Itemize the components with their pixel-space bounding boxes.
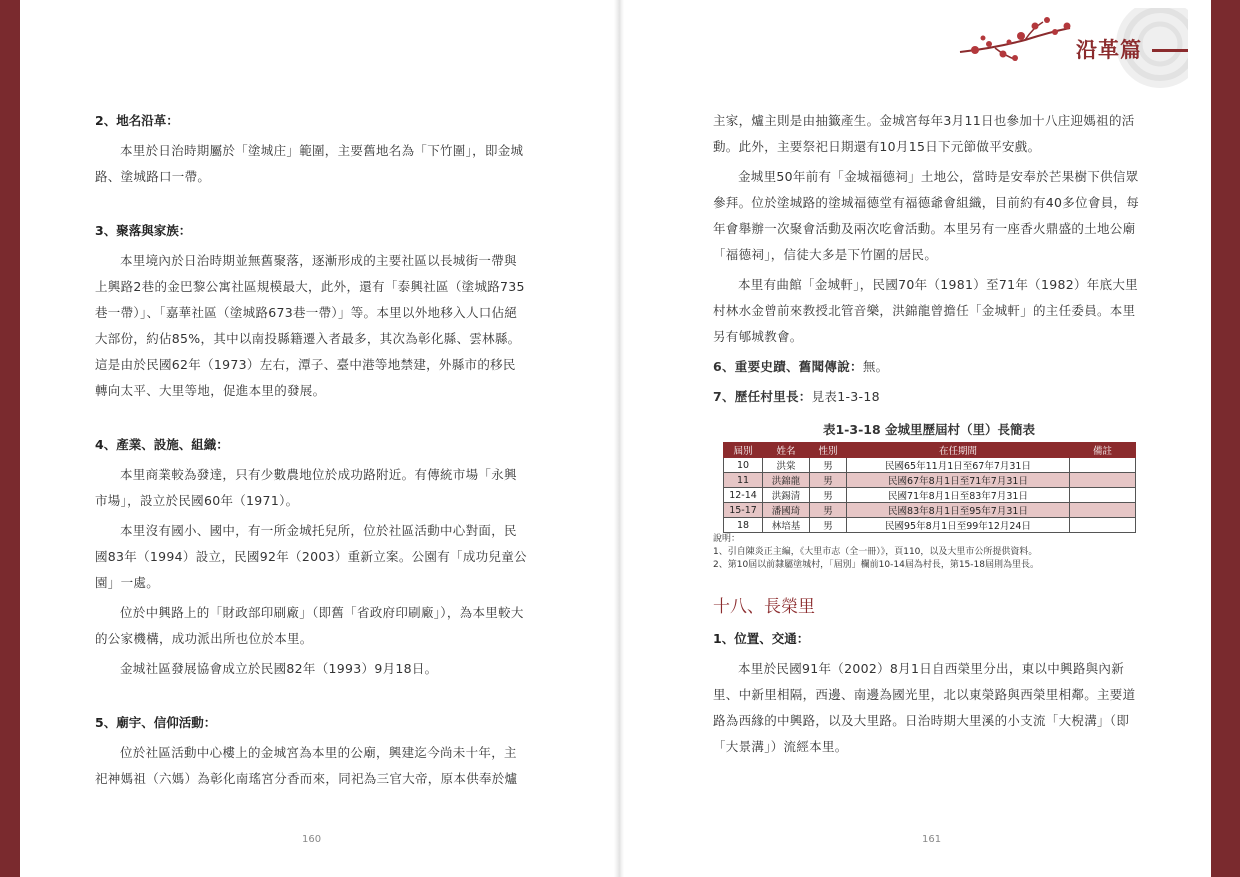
cell-gender: 男 — [810, 518, 847, 533]
table-row — [724, 458, 1136, 473]
heading-temples-beliefs: 5、廟宇、信仰活動： — [95, 715, 217, 730]
plum-blossom-header-icon — [955, 8, 1188, 98]
page-number-right: 161 — [922, 834, 942, 845]
right-page-body — [713, 108, 1145, 760]
header-rule — [1152, 49, 1188, 52]
cell-name: 林培基 — [763, 518, 810, 533]
cell-term: 12-14 — [724, 488, 763, 503]
paragraph: 主家，爐主則是由抽籤產生。金城宮每年3月11日也參加十八庄迎媽祖的活動。此外，主要祭祀日期還有10月15日下元節做平安戲。 — [713, 113, 1135, 154]
cell-gender: 男 — [810, 488, 847, 503]
note-line: 2、第10屆以前隸屬塗城村，「屆別」欄前10-14屆為村長，第15-18屆則為里長。 — [713, 560, 1039, 570]
heading-settlement-family: 3、聚落與家族： — [95, 223, 192, 238]
left-page-edge — [0, 0, 20, 877]
cell-term: 15-17 — [724, 503, 763, 518]
cell-period: 民國95年8月1日至99年12月24日 — [847, 518, 1070, 533]
cell-period: 民國65年11月1日至67年7月31日 — [847, 458, 1070, 473]
paragraph: 金城里50年前有「金城福德祠」土地公，當時是安奉於芒果樹下供信眾參拜。位於塗城路的塗城福德堂有福德爺會組織，目前約有40多位會員，每年會舉辦一次聚會活動及兩次吃會活動。本里另有一座香火鼎盛的土地公廟「福德祠」，信徒大多是下竹圍的居民。 — [713, 169, 1140, 262]
heading-place-name-history: 2、地名沿革： — [95, 113, 179, 128]
cell-note — [1070, 473, 1136, 488]
cell-gender: 男 — [810, 458, 847, 473]
cell-period: 民國71年8月1日至83年7月31日 — [847, 488, 1070, 503]
table-title: 表1-3-18 金城里歷屆村（里）長簡表 — [822, 422, 1036, 437]
table-row — [724, 488, 1136, 503]
paragraph: 位於中興路上的「財政部印刷廠」（即舊「省政府印刷廠」），為本里較大的公家機構，成功派出所也位於本里。 — [95, 605, 524, 646]
right-margin-band — [1188, 0, 1211, 877]
left-page-body — [95, 108, 527, 792]
cell-period: 民國67年8月1日至71年7月31日 — [847, 473, 1070, 488]
cell-name: 洪錫清 — [763, 488, 810, 503]
paragraph: 本里有曲館「金城軒」，民國70年（1981）至71年（1982）年底大里村林水金曾前來教授北管音樂，洪錦龍曾擔任「金城軒」的主任委員。本里另有郇城教會。 — [713, 277, 1138, 344]
cell-gender: 男 — [810, 473, 847, 488]
table-header-cell: 性別 — [810, 443, 847, 458]
paragraph: 本里於民國91年（2002）8月1日自西榮里分出，東以中興路與內新里、中新里相隔，西邊、南邊為國光里，北以東榮路與西榮里相鄰。主要道路為西緣的中興路，以及大里路。日治時期大里溪的小支流「大棿溝」（即「大景溝」）流經本里。 — [713, 661, 1136, 754]
section-header-title: 沿革篇 — [1076, 37, 1142, 62]
right-page-edge — [1211, 0, 1240, 877]
table-header-cell: 備註 — [1070, 443, 1136, 458]
table-header-cell: 姓名 — [763, 443, 810, 458]
paragraph: 本里沒有國小、國中，有一所金城托兒所，位於社區活動中心對面，民國83年（1994）設立，民國92年（2003）重新立案。公園有「成功兒童公園」一處。 — [95, 523, 527, 590]
cell-note — [1070, 458, 1136, 473]
item-label: 7、歷任村里長： — [713, 389, 812, 404]
paragraph: 位於社區活動中心樓上的金城宮為本里的公廟，興建迄今尚未十年，主祀神媽祖（六媽）為彰化南瑤宮分香而來，同祀為三官大帝，原本供奉於爐 — [95, 745, 518, 786]
book-gutter — [614, 0, 624, 877]
table-header-cell: 在任期間 — [847, 443, 1070, 458]
cell-name: 潘國琦 — [763, 503, 810, 518]
paragraph: 本里於日治時期屬於「塗城庄」範圍，主要舊地名為「下竹圍」，即金城路、塗城路口一帶。 — [95, 143, 524, 184]
cell-period: 民國83年8月1日至95年7月31日 — [847, 503, 1070, 518]
table-header-row — [724, 443, 1136, 458]
table-notes — [713, 533, 1145, 572]
table-row — [724, 473, 1136, 488]
paragraph: 本里商業較為發達，只有少數農地位於成功路附近。有傳統市場「永興市場」，設立於民國60年（1971）。 — [95, 467, 517, 508]
cell-note — [1070, 503, 1136, 518]
note-line: 1、引自陳炎正主編，《大里市志（全一冊）》，頁110，以及大里市公所提供資料。 — [713, 547, 1038, 557]
table-row — [724, 503, 1136, 518]
chiefs-table — [723, 442, 1136, 533]
item-text: 無。 — [862, 359, 889, 374]
cell-note — [1070, 488, 1136, 503]
cell-term: 11 — [724, 473, 763, 488]
item-label: 6、重要史蹟、舊聞傳說： — [713, 359, 863, 374]
cell-name: 洪棠 — [763, 458, 810, 473]
heading-industry-facilities: 4、產業、設施、組織： — [95, 437, 229, 452]
item-historic-sites — [713, 354, 1145, 380]
table-row — [724, 518, 1136, 533]
cell-note — [1070, 518, 1136, 533]
page-number-left: 160 — [302, 834, 322, 845]
table-header-cell: 屆別 — [724, 443, 763, 458]
notes-title: 說明： — [713, 534, 741, 544]
cell-gender: 男 — [810, 503, 847, 518]
paragraph: 金城社區發展協會成立於民國82年（1993）9月18日。 — [120, 661, 438, 676]
section-title-changrong: 十八、長榮里 — [713, 597, 815, 617]
paragraph: 本里境內於日治時期並無舊聚落，逐漸形成的主要社區以長城街一帶與上興路2巷的金巴黎公寓社區規模最大，此外，還有「泰興社區（塗城路735巷一帶）」、「嘉華社區（塗城路673巷一帶）」等。本里以外地移入人口佔絕大部份，約佔85%，其中以南投縣籍遷入者最多，其次為彰化縣、雲林縣。這是由於民國62年（1973）左右，潭子、臺中港等地禁建，外縣市的移民轉向太平、大里等地，促進本里的發展。 — [95, 253, 525, 398]
cell-term: 18 — [724, 518, 763, 533]
cell-name: 洪錦龍 — [763, 473, 810, 488]
item-text: 見表1-3-18 — [811, 389, 880, 404]
item-past-chiefs — [713, 384, 1145, 410]
cell-term: 10 — [724, 458, 763, 473]
heading-location-transport: 1、位置、交通： — [713, 631, 810, 646]
